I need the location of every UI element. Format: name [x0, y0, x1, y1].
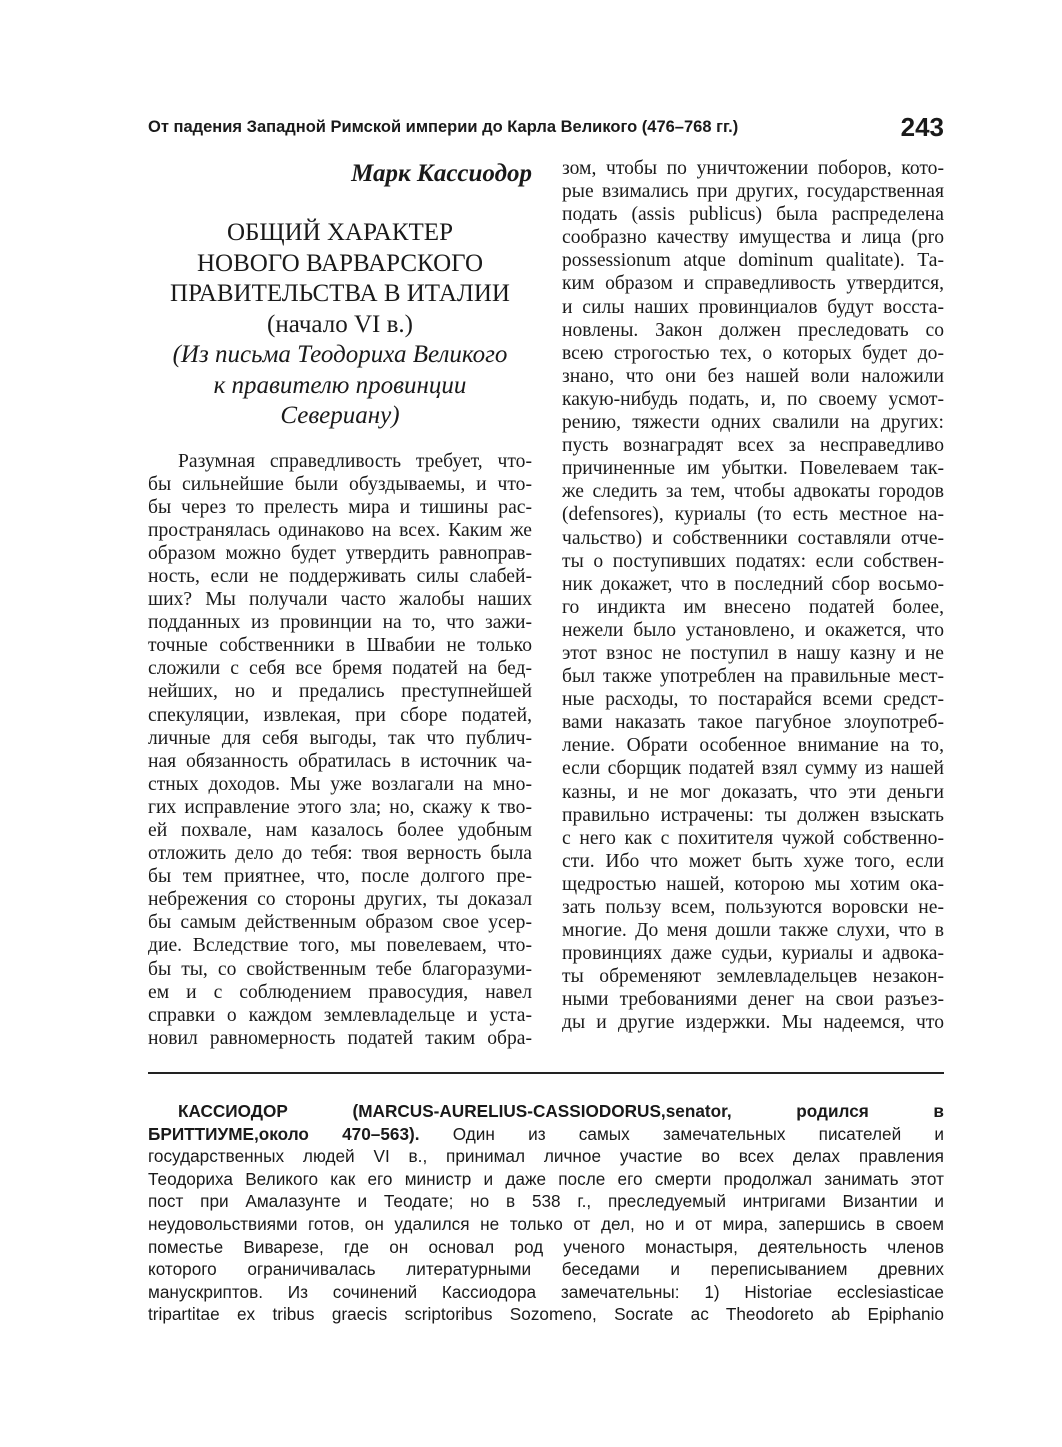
text-line: казны, и не мог доказать, что эти деньги — [562, 781, 944, 803]
author-name: Марк Кассиодор — [351, 160, 532, 187]
text-line: пространялась одинаково на всех. Каким же — [148, 519, 532, 541]
text-line: ды и другие издержки. Мы надеемся, что — [562, 1012, 944, 1034]
text-line: пост при Амалазунте и Теодате; но в 538 г., преследуемый интригами Византии и — [148, 1191, 944, 1212]
text-line: поместье Виварезе, где он основал род ученого монастыря, деятельность членов — [148, 1236, 944, 1257]
text-line: небрежения со стороны других, ты доказал — [148, 889, 532, 911]
text-line: был также употреблен на правильные мест- — [562, 666, 944, 688]
text-line: гих исправление этого зла; но, скажу к тво- — [148, 796, 532, 818]
text-line: вами наказать такое пагубное злоупотреб- — [562, 712, 944, 734]
left-body-text — [148, 450, 532, 1050]
text-line: бы ты, со свойственным тебе благоразуми- — [148, 958, 532, 980]
text-line: подать (assis publicus) была распределена — [562, 204, 944, 226]
left-column — [148, 158, 532, 1050]
text-line: ким образом и справедливость утвердится, — [562, 273, 944, 295]
text-line: tripartitae ex tribus graecis scriptoribus Sozomeno, Socrate ac Theodoreto ab Epiphanio — [148, 1304, 944, 1325]
text-line: стных доходов. Мы уже возлагали на мно- — [148, 773, 532, 795]
footnote — [148, 1100, 944, 1326]
source-line: Севериану) — [280, 402, 400, 429]
text-line: личные для себя выгоды, так что публич- — [148, 727, 532, 749]
text-line: чальство) и собственники составляли отче- — [562, 527, 944, 549]
text-line: ная обязанность обратилась в источник ча- — [148, 750, 532, 772]
text-line: пусть вознаградят всех за несправедливо — [562, 435, 944, 457]
page-number: 243 — [900, 112, 944, 142]
text-line: справки о каждом землевладельце и уста- — [148, 1004, 532, 1026]
text-line: причиненные им убытки. Повелеваем так- — [562, 458, 944, 480]
text-line: многие. До меня дошли также слухи, что в — [562, 920, 944, 942]
text-line: ты обременяют землевладельцев незакон- — [562, 966, 944, 988]
text-line: же следить за тем, чтобы адвокаты городов — [562, 481, 944, 503]
text-line: нежели было установлено, и окажется, что — [562, 619, 944, 641]
text-line: сообразно качеству имущества и лица (pro — [562, 227, 944, 249]
text-line: провинциях даже судьи, куриалы и адвока- — [562, 943, 944, 965]
article-title — [148, 218, 532, 432]
text-line: знано, что они без нашей воли наложили — [562, 365, 944, 387]
running-title: От падения Западной Римской империи до Карла Великого (476–768 гг.) — [148, 118, 739, 136]
text-line: спекуляции, извлекая, при сборе податей, — [148, 704, 532, 726]
text-line: точные собственники в Швабии не только — [148, 635, 532, 657]
text-line: новил равномерность податей таким обра- — [148, 1027, 532, 1049]
text-line: бы тем приятнее, что, после долгого пре- — [148, 866, 532, 888]
text-line: бы самым действенным образом свое усер- — [148, 912, 532, 934]
text-line: бы через то прелесть мира и тишины рас- — [148, 496, 532, 518]
right-column — [562, 157, 944, 1035]
text-line: правильно истрачены: ты должен взыскать — [562, 804, 944, 826]
text-line: которого ограничивалась литературными беседами и переписыванием древних — [148, 1259, 944, 1280]
title-line: ПРАВИТЕЛЬСТВА В ИТАЛИИ — [170, 280, 510, 307]
text-line: зом, чтобы по уничтожении поборов, кото- — [562, 158, 944, 179]
text-line: новлены. Закон должен преследовать со — [562, 319, 944, 341]
text-line: государственных людей VI в., принимал личное участие во всех делах правления — [148, 1146, 944, 1167]
text-line: ты о поступивших податях: если собствен- — [562, 550, 944, 572]
title-line: ОБЩИЙ ХАРАКТЕР — [227, 219, 453, 246]
text-line: ем и с соблюдением правосудия, навел — [148, 981, 532, 1003]
text-line: сложили с себя все бремя податей на бед- — [148, 658, 532, 680]
text-line: ными требованиями денег на свои разъез- — [562, 989, 944, 1011]
text-line: какую-нибудь подать, и, по своему усмот- — [562, 388, 944, 410]
source-line: (Из письма Теодориха Великого — [172, 341, 508, 368]
source-line: к правителю провинции — [213, 371, 467, 399]
text-line: го индикта им внесено податей более, — [562, 596, 944, 618]
text-line: отложить дело до тебя: твоя верность была — [148, 843, 532, 865]
text-line: и силы наших провинциалов будут восста- — [562, 296, 944, 318]
text-line: ших? Мы получали часто жалобы наших — [148, 589, 532, 611]
footnote-divider — [148, 1072, 944, 1074]
footnote-heading-cont: БРИТТИУМЕ,около 470–563). — [148, 1123, 420, 1144]
title-date: (начало VI в.) — [267, 310, 413, 338]
text-line: ей похвале, нам казалось более удобным — [148, 820, 532, 841]
text-line: образом можно будет утвердить равноправ- — [148, 542, 532, 564]
text-line: манускриптов. Из сочинений Кассиодора замечательны: 1) Historiae ecclesiasticae — [148, 1281, 944, 1302]
title-line: НОВОГО ВАРВАРСКОГО — [196, 249, 484, 277]
right-body-text — [562, 157, 944, 1035]
text-line: дие. Вследствие того, мы повелеваем, что- — [148, 935, 532, 957]
text-line: щедростью нашей, которою мы хотим ока- — [562, 873, 944, 895]
footnote-body — [148, 1145, 944, 1326]
text-line: Теодориха Великого как его министр и даже после его смерти продолжал занимать этот — [148, 1168, 944, 1189]
footnote-line — [148, 1123, 944, 1146]
text-line: всею строгостью тех, о которых будет до- — [562, 342, 944, 364]
running-head — [148, 112, 944, 142]
text-line: ные расходы, то постарайся всеми средст- — [562, 689, 944, 711]
text-line: неудовольствиями готов, он удалился не только от дел, но и от мира, запершись в своем — [148, 1213, 944, 1234]
text-line: рению, тяжести одних свалили на других: — [562, 412, 944, 434]
text-line: (defensores), куриалы (то есть местное на- — [562, 504, 944, 526]
text-line: если сборщик податей взял сумму из нашей — [562, 758, 944, 780]
text-line: ник докажет, что в последний сбор восьмо- — [562, 573, 944, 595]
text-line: бы сильнейшие были обуздываемы, и что- — [148, 473, 532, 495]
text-line: сти. Ибо что может быть хуже того, если — [562, 850, 944, 872]
text-line: этот взнос не поступил в нашу казну и не — [562, 642, 944, 664]
text-line: possessionum atque dominum qualitate). Та- — [562, 250, 944, 272]
text-line: Разумная справедливость требует, что- — [178, 450, 532, 472]
text-line: подданных из провинции на то, что зажи- — [148, 612, 532, 634]
text-line: нейших, но и предались преступнейшей — [148, 681, 532, 703]
text-line: зать пользу всем, пользуются воровски не- — [562, 897, 944, 918]
text-line: ность, если не поддерживать силы слабей- — [148, 565, 532, 587]
text-line: с него как с похитителя чужой собственно- — [562, 827, 944, 849]
footnote-heading: КАССИОДОР (MARCUS-AURELIUS-CASSIODORUS,senator, родился в — [178, 1101, 944, 1121]
footnote-text: Один из самых замечательных писателей и — [419, 1123, 944, 1144]
text-line: рые взимались при других, государственная — [562, 181, 944, 203]
text-line: ление. Обрати особенное внимание на то, — [562, 735, 944, 757]
